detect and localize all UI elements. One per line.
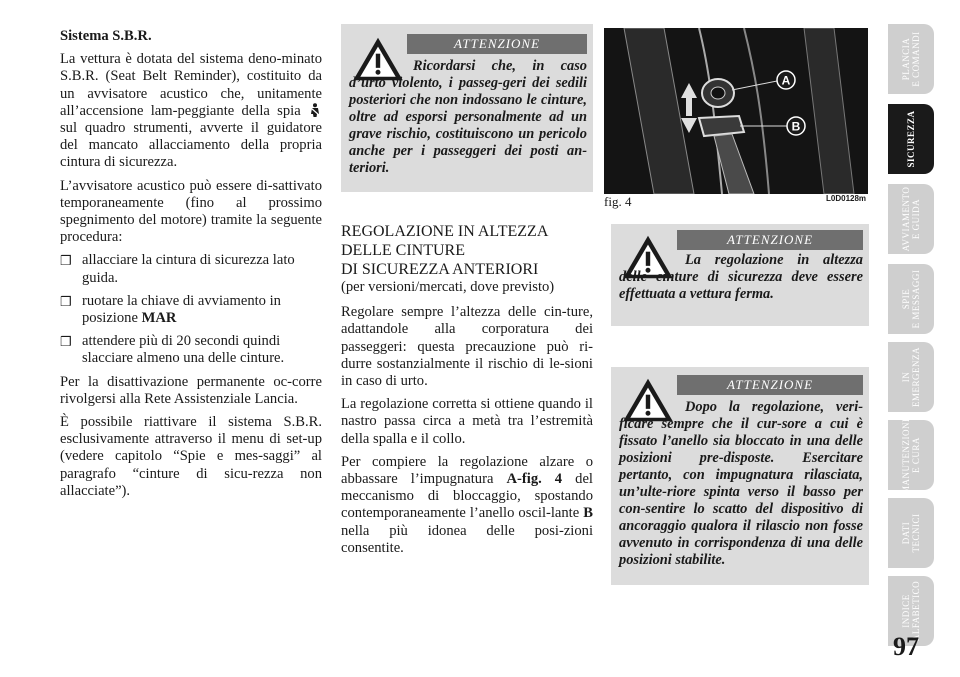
paragraph-sbr-intro	[60, 51, 322, 171]
section-heading-sbr: Sistema S.B.R.	[60, 28, 152, 44]
figure-label-b: B	[791, 119, 801, 134]
tab-manutenzione-cura[interactable]: MANUTENZIONE E CURA	[888, 420, 934, 490]
figure-code: L0D0128m	[826, 194, 867, 203]
warning-tag: ATTENZIONE	[677, 375, 863, 395]
seatbelt-illustration	[604, 28, 868, 194]
warning-text: Dopo la regolazione, veri-ficare sempre che il cur-sore a cui è fissato l’anello sia bloccato in una delle posizioni pre-disposte. Esercitare pertanto, con impugnatura rilasciata, un’ulte-riore spinta verso il basso per con-sentire lo scatto del dispositivo di ancoraggio qualora il rilascio non fosse avvenuto in corrispondenza di una delle posizioni stabilite.	[619, 399, 863, 568]
paragraph-corretta: La regolazione corretta si ottiene quando il nastro passa circa a metà tra l’estremità della spalla e il collo.	[341, 396, 593, 447]
tab-spie-messaggi[interactable]: SPIE E MESSAGGI	[888, 264, 934, 334]
tab-avviamento-guida[interactable]: AVVIAMENTO E GUIDA	[888, 184, 934, 254]
warning-text: Ricordarsi che, in caso d’urto violento, i passeg-geri dei sedili posteriori che non indossano le cinture, oltre ad esporsi personalmente ad un grave rischio, costituiscono un pericolo anche per i passeggeri dei posti an-teriori.	[349, 58, 587, 176]
figure-label-a: A	[781, 73, 791, 88]
checkbox-bullet-icon: ❒	[60, 334, 72, 350]
tab-plancia-comandi[interactable]: PLANCIA E COMANDI	[888, 24, 934, 94]
tab-dati-tecnici[interactable]: DATI TECNICI	[888, 498, 934, 568]
subtitle: (per versioni/mercati, dove previsto)	[341, 279, 555, 295]
paragraph-regolare: Regolare sempre l’altezza delle cin-ture, adattandole alla corporatura dei passeggeri: questa precauzione può ri-durre sostanzialmente il rischio di le-sioni in caso di urto.	[341, 304, 593, 390]
tab-sicurezza[interactable]: SICUREZZA	[888, 104, 934, 174]
list-item	[60, 333, 322, 367]
list-item-text: ruotare la chiave di avviamento in posizione MAR	[82, 292, 281, 327]
column-middle	[341, 222, 593, 563]
warning-tag: ATTENZIONE	[677, 230, 863, 250]
warning-tag: ATTENZIONE	[407, 34, 587, 54]
warning-box-1	[341, 24, 593, 192]
list-item	[60, 252, 322, 286]
paragraph-sbr-disable: L’avvisatore acustico può essere di-sattivato temporaneamente (fino al prossimo spegnimento del motore) tramite la seguente procedura:	[60, 177, 322, 246]
warning-box-2	[611, 224, 869, 326]
seatbelt-warning-icon	[310, 103, 320, 117]
list-item	[60, 293, 322, 327]
warning-text: La regolazione in altezza delle cinture di sicurezza deve essere effettuata a vettura ferma.	[619, 252, 863, 302]
page-number: 97	[893, 632, 919, 661]
warning-box-3	[611, 367, 869, 585]
checkbox-bullet-icon: ❒	[60, 293, 72, 309]
paragraph-permanent: Per la disattivazione permanente oc-corre rivolgersi alla Rete Assistenziale Lancia.	[60, 373, 322, 407]
paragraph-reactivate: È possibile riattivare il sistema S.B.R. esclusivamente attraverso il menu di set-up (vedere capitolo “Spie e mes-saggi” al paragrafo “cinture di sicu-rezza non allacciate”).	[60, 414, 322, 499]
column-left	[60, 28, 322, 506]
paragraph-procedura: Per compiere la regolazione alzare o abbassare l’impugnatura A-fig. 4 del meccanismo di bloccaggio, spostando contemporaneamente l’anello oscil-lante B nella più idonea delle posi-zioni consentite.	[341, 453, 593, 556]
checkbox-bullet-icon: ❒	[60, 253, 72, 269]
list-item-text: allacciare la cintura di sicurezza lato guida.	[82, 252, 295, 286]
figure-caption: fig. 4	[604, 194, 632, 209]
section-heading-regolazione: REGOLAZIONE IN ALTEZZA DELLE CINTURE DI SICUREZZA ANTERIORI	[341, 223, 549, 278]
paragraph-sbr-intro-b: sul quadro strumenti, avverte il guidatore del mancato allacciamento della propria cintura di sicurezza.	[60, 120, 322, 171]
paragraph-sbr-intro-a: La vettura è dotata del sistema deno-minato S.B.R. (Seat Belt Reminder), costituito da un avvisatore acustico che, unitamente all’accensione lam-peggiante della spia	[60, 51, 322, 119]
list-item-text: attendere più di 20 secondi quindi slacciare almeno una delle cinture.	[82, 333, 285, 367]
figure-seatbelt-adjuster	[604, 28, 868, 194]
tab-indice-alfabetico[interactable]: INDICE ALFABETICO	[888, 576, 934, 646]
tab-emergenza[interactable]: IN EMERGENZA	[888, 342, 934, 412]
